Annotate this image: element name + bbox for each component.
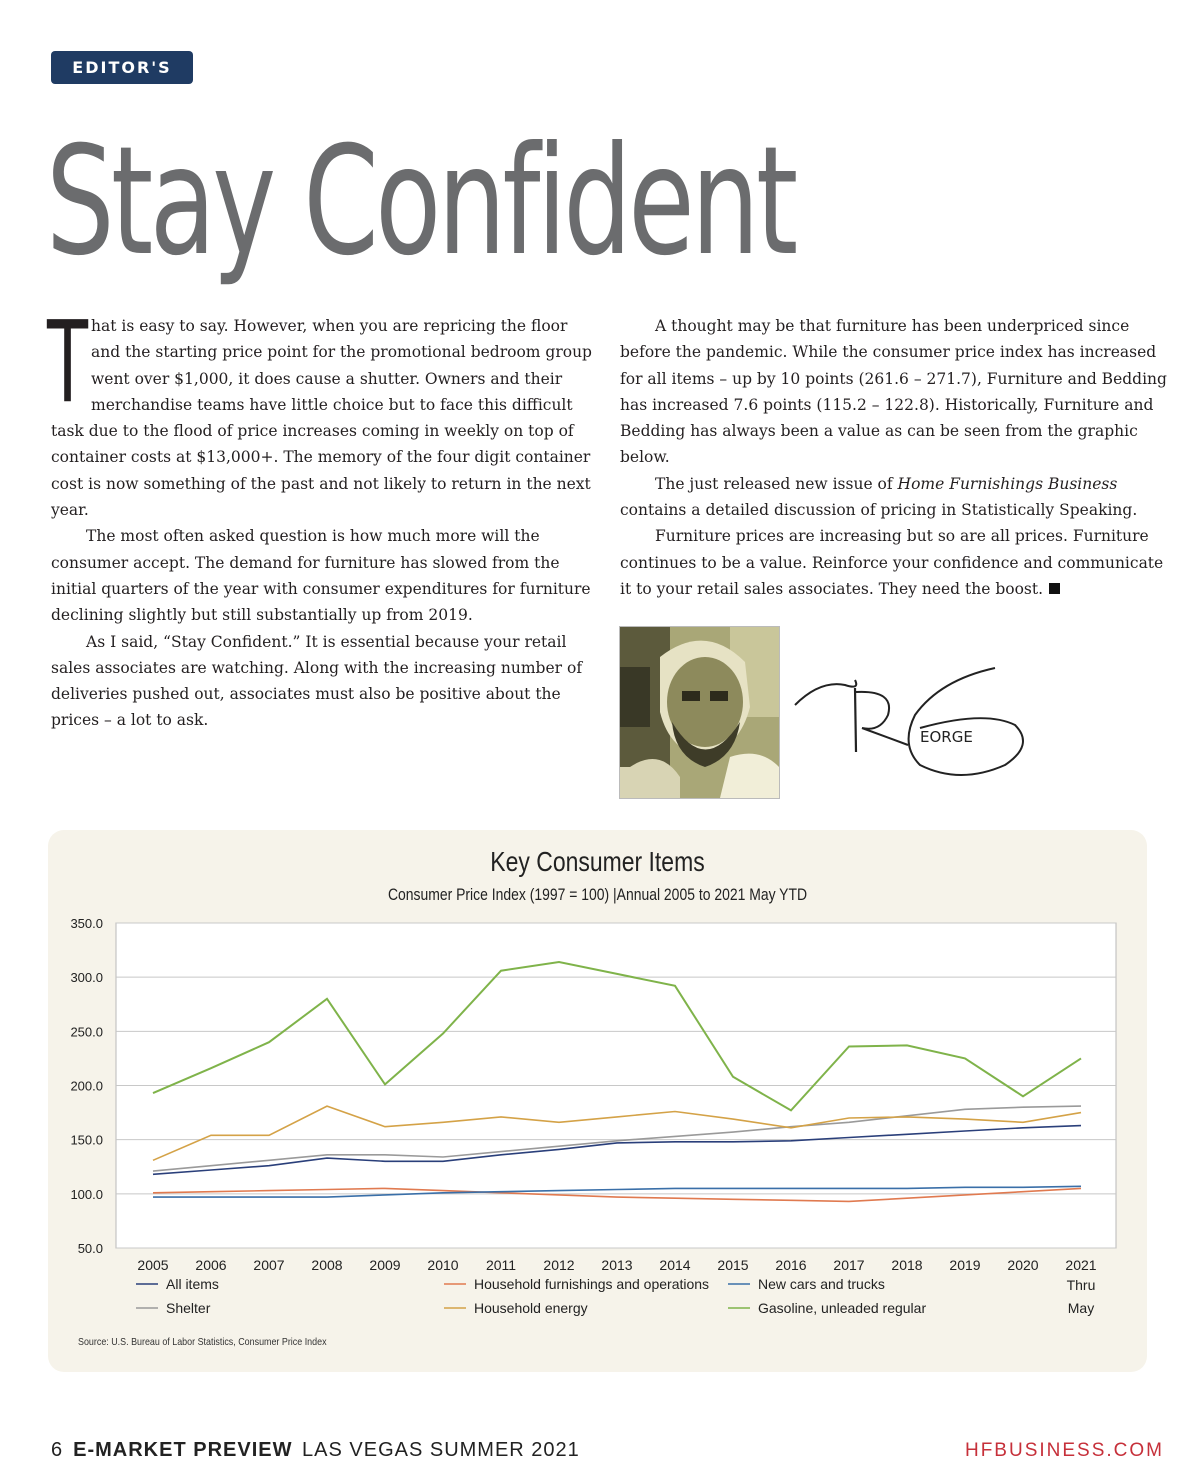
chart-source: Source: U.S. Bureau of Labor Statistics, Consumer Price Index — [78, 1336, 327, 1348]
legend-label: Household furnishings and operations — [474, 1276, 710, 1292]
x-tick-note: May — [1067, 1300, 1095, 1316]
y-tick-label: 350.0 — [70, 916, 103, 931]
author-photo — [619, 626, 780, 799]
y-tick-label: 300.0 — [70, 970, 103, 986]
edition: LAS VEGAS SUMMER 2021 — [302, 1439, 580, 1461]
article-paragraph: The most often asked question is how much more will the consumer accept. The demand for furniture has slowed from the initial quarters of the year with consumer expenditures for furniture declining slightly but still substantially up from 2019. — [51, 527, 591, 625]
publication-italic: Home Furnishings Business — [897, 474, 1118, 493]
x-tick-note: Thru — [1066, 1277, 1096, 1293]
x-tick-label: 2009 — [369, 1257, 401, 1273]
legend-label: New cars and trucks — [758, 1276, 885, 1292]
x-tick-label: 2008 — [311, 1257, 343, 1273]
y-tick-label: 250.0 — [70, 1024, 103, 1040]
chart-title: Key Consumer Items — [490, 846, 705, 877]
x-tick-label: 2017 — [833, 1257, 865, 1273]
end-mark-icon — [1049, 583, 1060, 594]
x-tick-label: 2005 — [137, 1257, 169, 1273]
x-tick-label: 2020 — [1007, 1257, 1039, 1273]
x-tick-label: 2013 — [601, 1257, 633, 1273]
footer-publication — [51, 1439, 580, 1462]
legend-label: All items — [166, 1276, 219, 1292]
page-title: Stay Confident — [46, 115, 795, 289]
x-tick-label: 2015 — [717, 1257, 749, 1273]
legend-label: Gasoline, unleaded regular — [758, 1300, 927, 1316]
footer-website[interactable]: HFBUSINESS.COM — [964, 1440, 1164, 1461]
chart-subtitle: Consumer Price Index (1997 = 100) |Annual 2005 to 2021 May YTD — [387, 885, 808, 904]
publication-name: E-MARKET PREVIEW — [73, 1439, 293, 1461]
x-tick-label: 2006 — [195, 1257, 227, 1273]
drop-cap: T — [47, 298, 89, 428]
article-paragraph: Furniture prices are increasing but so are all prices. Furniture continues to be a value. Reinforce your confidence and communicate it to your retail sales associates. They need the boost. — [620, 527, 1164, 598]
article-paragraph: That is easy to say. However, when you are repricing the floor and the starting price point for the promotional bedroom group went over $1,000, it does cause a shutter. Owners and their merchandise teams have little choice but to face this difficult task due to the flood of price increases coming in weekly on top of container costs at $13,000+. The memory of the four digit container cost is now something of the past and not likely to return in the next year. — [47, 298, 592, 520]
x-tick-label: 2011 — [485, 1257, 517, 1273]
y-tick-label: 50.0 — [77, 1241, 103, 1256]
legend-label: Household energy — [474, 1300, 588, 1316]
line-chart — [48, 830, 1147, 1372]
signature-text: EORGE — [920, 728, 973, 746]
x-tick-label: 2014 — [659, 1257, 691, 1273]
x-tick-label: 2012 — [543, 1257, 575, 1273]
x-tick-label: 2021 — [1065, 1257, 1097, 1273]
article-column-left — [47, 298, 596, 734]
x-tick-label: 2019 — [949, 1257, 981, 1273]
article-paragraph: The just released new issue of Home Furnishings Business contains a detailed discussion of pricing in Statistically Speaking. — [620, 474, 1138, 520]
y-tick-label: 150.0 — [70, 1132, 103, 1148]
article-paragraph: As I said, “Stay Confident.” It is essential because your retail sales associates are watching. Along with the increasing number of deliveries pushed out, associates must also be positive about the prices – a lot to ask. — [51, 632, 583, 730]
y-tick-label: 200.0 — [70, 1078, 103, 1094]
section-tag: EDITOR'S NOTE — [51, 51, 193, 84]
x-tick-label: 2007 — [253, 1257, 285, 1273]
chart-panel — [48, 830, 1147, 1372]
x-tick-label: 2010 — [427, 1257, 459, 1273]
signature — [790, 660, 1030, 785]
article-column-right — [620, 313, 1170, 602]
y-tick-label: 100.0 — [70, 1186, 103, 1202]
x-tick-label: 2016 — [775, 1257, 807, 1273]
legend-label: Shelter — [166, 1300, 211, 1316]
page-number: 6 — [51, 1439, 64, 1461]
x-tick-label: 2018 — [891, 1257, 923, 1273]
article-paragraph: A thought may be that furniture has been underpriced since before the pandemic. While the consumer price index has increased for all items – up by 10 points (261.6 – 271.7), Furniture and Bedding has increased 7.6 points (115.2 – 122.8). Historically, Furniture and Bedding has always been a value as can be seen from the graphic below. — [620, 317, 1167, 467]
